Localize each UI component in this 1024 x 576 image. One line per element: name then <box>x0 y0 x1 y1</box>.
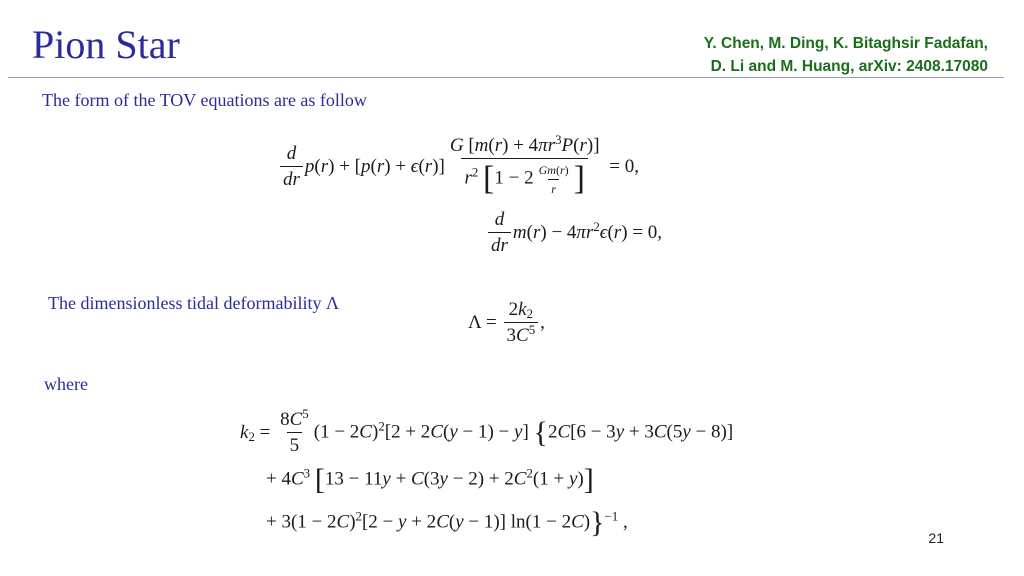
where-text: where <box>44 374 88 394</box>
citation-line-2: D. Li and M. Huang, arXiv: 2408.17080 <box>710 58 988 75</box>
page-number: 21 <box>928 530 944 546</box>
tov-equation-2: $\frac{d}{dr}$ $m(r) - 4\pi r^2\epsilon(r) = 0$, <box>486 210 662 255</box>
k2-equation-line-2: + $4C^3$ $[13 - 11y + C(3y - 2) + 2C^2(1 + y)]$ <box>266 463 594 496</box>
k2-equation-line-3: + $3(1 - 2C)^2[2 - y + 2C(y - 1)] \ln(1 - 2C)\}^{-1}$ , <box>266 506 628 539</box>
tov-intro-text: The form of the TOV equations are as follow <box>42 90 367 110</box>
k2-equation-line-1: $k_2$ = $\frac{8C^5}{5}$ $(1 - 2C)^2[2 + 2C(y - 1) - y] \{2C[6 - 3y + 3C(5y - 8)]$ <box>240 405 734 456</box>
tidal-intro-text: The dimensionless tidal deformability Λ <box>48 293 339 313</box>
tov-equation-1: $\frac{d}{dr}$ p(r) + [p(r) + ϵ(r)] G $[m(r) + 4\pi r^3P(r)]$ $r^2$ [1 − 2 $\frac{Gm(r)}{r}$ ] = 0, <box>278 136 639 196</box>
title-divider <box>8 77 1004 78</box>
slide-title: Pion Star <box>32 22 180 67</box>
citation-line-1: Y. Chen, M. Ding, K. Bitaghsir Fadafan, <box>703 35 988 52</box>
citation <box>704 32 988 78</box>
lambda-equation: Λ = $\frac{2k_2}{3C^5}$ , <box>468 299 545 346</box>
